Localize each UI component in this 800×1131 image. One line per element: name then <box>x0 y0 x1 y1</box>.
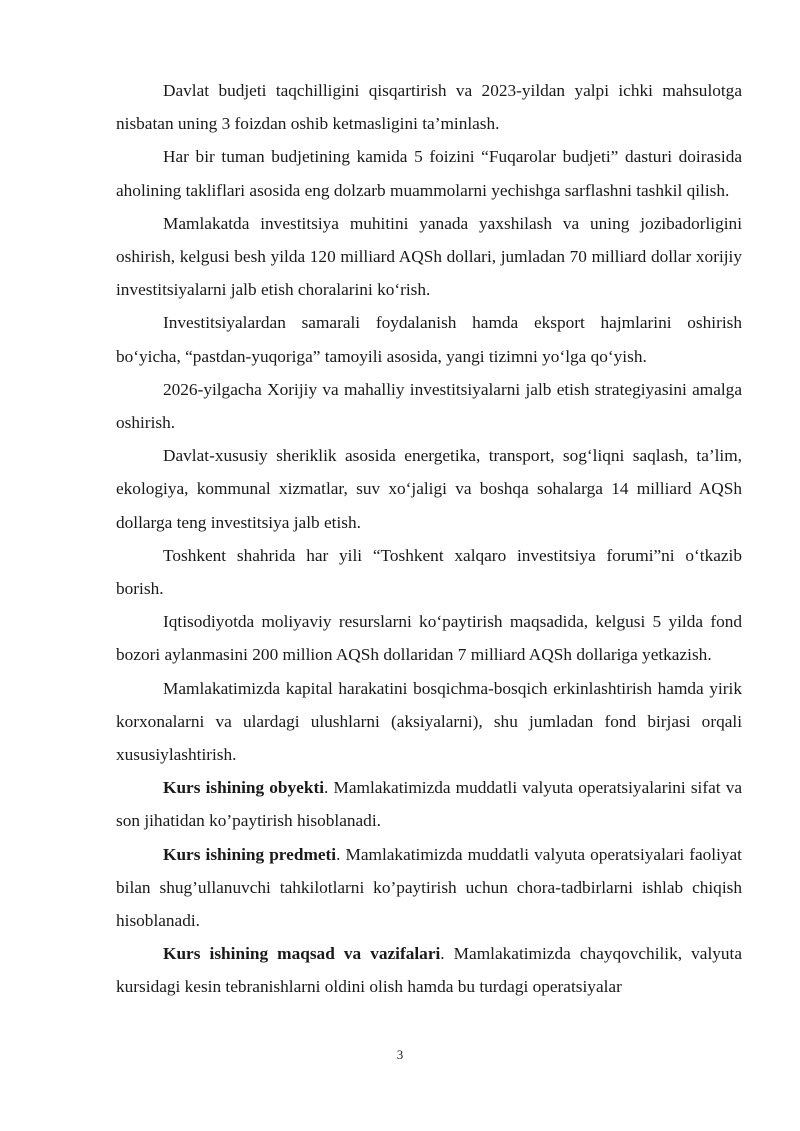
course-goals-text: . Mamlakatimizda chayqovchilik, valyuta kursidagi kesin tebranishlarni oldini olish hamda bu turdagi operatsiyalar <box>116 944 742 997</box>
paragraph-budget-deficit: Davlat budjeti taqchilligini qisqartirish va 2023-yildan yalpi ichki mahsulotga nisbatan uning 3 foizdan oshib ketmasligini ta’minlash. <box>116 81 742 134</box>
paragraph-course-subject <box>116 838 742 938</box>
paragraph-citizens-budget: Har bir tuman budjetining kamida 5 foizini “Fuqarolar budjeti” dasturi doirasida aholining takliflari asosida eng dolzarb muammolarni yechishga sarflashni tashkil qilish. <box>116 147 742 200</box>
paragraph-stock-market: Iqtisodiyotda moliyaviy resurslarni ko‘paytirish maqsadida, kelgusi 5 yilda fond bozori aylanmasini 200 million AQSh dollaridan 7 milliard AQSh dollariga yetkazish. <box>116 612 742 665</box>
course-object-heading: Kurs ishining obyekti <box>163 778 325 798</box>
paragraph-public-private-partnership: Davlat-xususiy sheriklik asosida energetika, transport, sog‘liqni saqlash, ta’lim, ekologiya, kommunal xizmatlar, suv xo‘jaligi va boshqa sohalarga 14 milliard AQSh dollarga teng investitsiya jalb etish. <box>116 446 742 532</box>
paragraph-investment-efficiency: Investitsiyalardan samarali foydalanish hamda eksport hajmlarini oshirish bo‘yicha, “pastdan-yuqoriga” tamoyili asosida, yangi tizimni yo‘lga qo‘yish. <box>116 313 742 366</box>
paragraph-course-goals <box>116 937 742 1003</box>
paragraph-privatization: Mamlakatimizda kapital harakatini bosqichma-bosqich erkinlashtirish hamda yirik korxonalarni va ulardagi ulushlarni (aksiyalarni), shu jumladan fond birjasi orqali xususiylashtirish. <box>116 678 742 765</box>
course-goals-heading: Kurs ishining maqsad va vazifalari <box>163 944 441 964</box>
document-body <box>116 74 742 1004</box>
paragraph-investment-forum: Toshkent shahrida har yili “Toshkent xalqaro investitsiya forumi”ni o‘tkazib borish. <box>116 545 742 599</box>
course-subject-text: . Mamlakatimizda muddatli valyuta operatsiyalari faoliyat bilan shug’ullanuvchi tahkilotlarni ko’paytirish uchun chora-tadbirlarni ishlab chiqish hisoblanadi. <box>116 844 742 931</box>
paragraph-investment-climate: Mamlakatda investitsiya muhitini yanada yaxshilash va uning jozibadorligini oshirish, kelgusi besh yilda 120 milliard AQSh dollari, jumladan 70 milliard dollar xorijiy investitsiyalarni jalb etish choralarini ko‘rish. <box>116 213 742 300</box>
course-subject-heading: Kurs ishining predmeti <box>163 844 337 864</box>
paragraph-course-object <box>116 771 742 837</box>
page-number: 3 <box>396 1047 404 1062</box>
paragraph-investment-strategy: 2026-yilgacha Xorijiy va mahalliy investitsiyalarni jalb etish strategiyasini amalga oshirish. <box>116 379 742 433</box>
course-object-text: . Mamlakatimizda muddatli valyuta operatsiyalarini sifat va son jihatidan ko’paytirish hisoblanadi. <box>116 778 743 831</box>
